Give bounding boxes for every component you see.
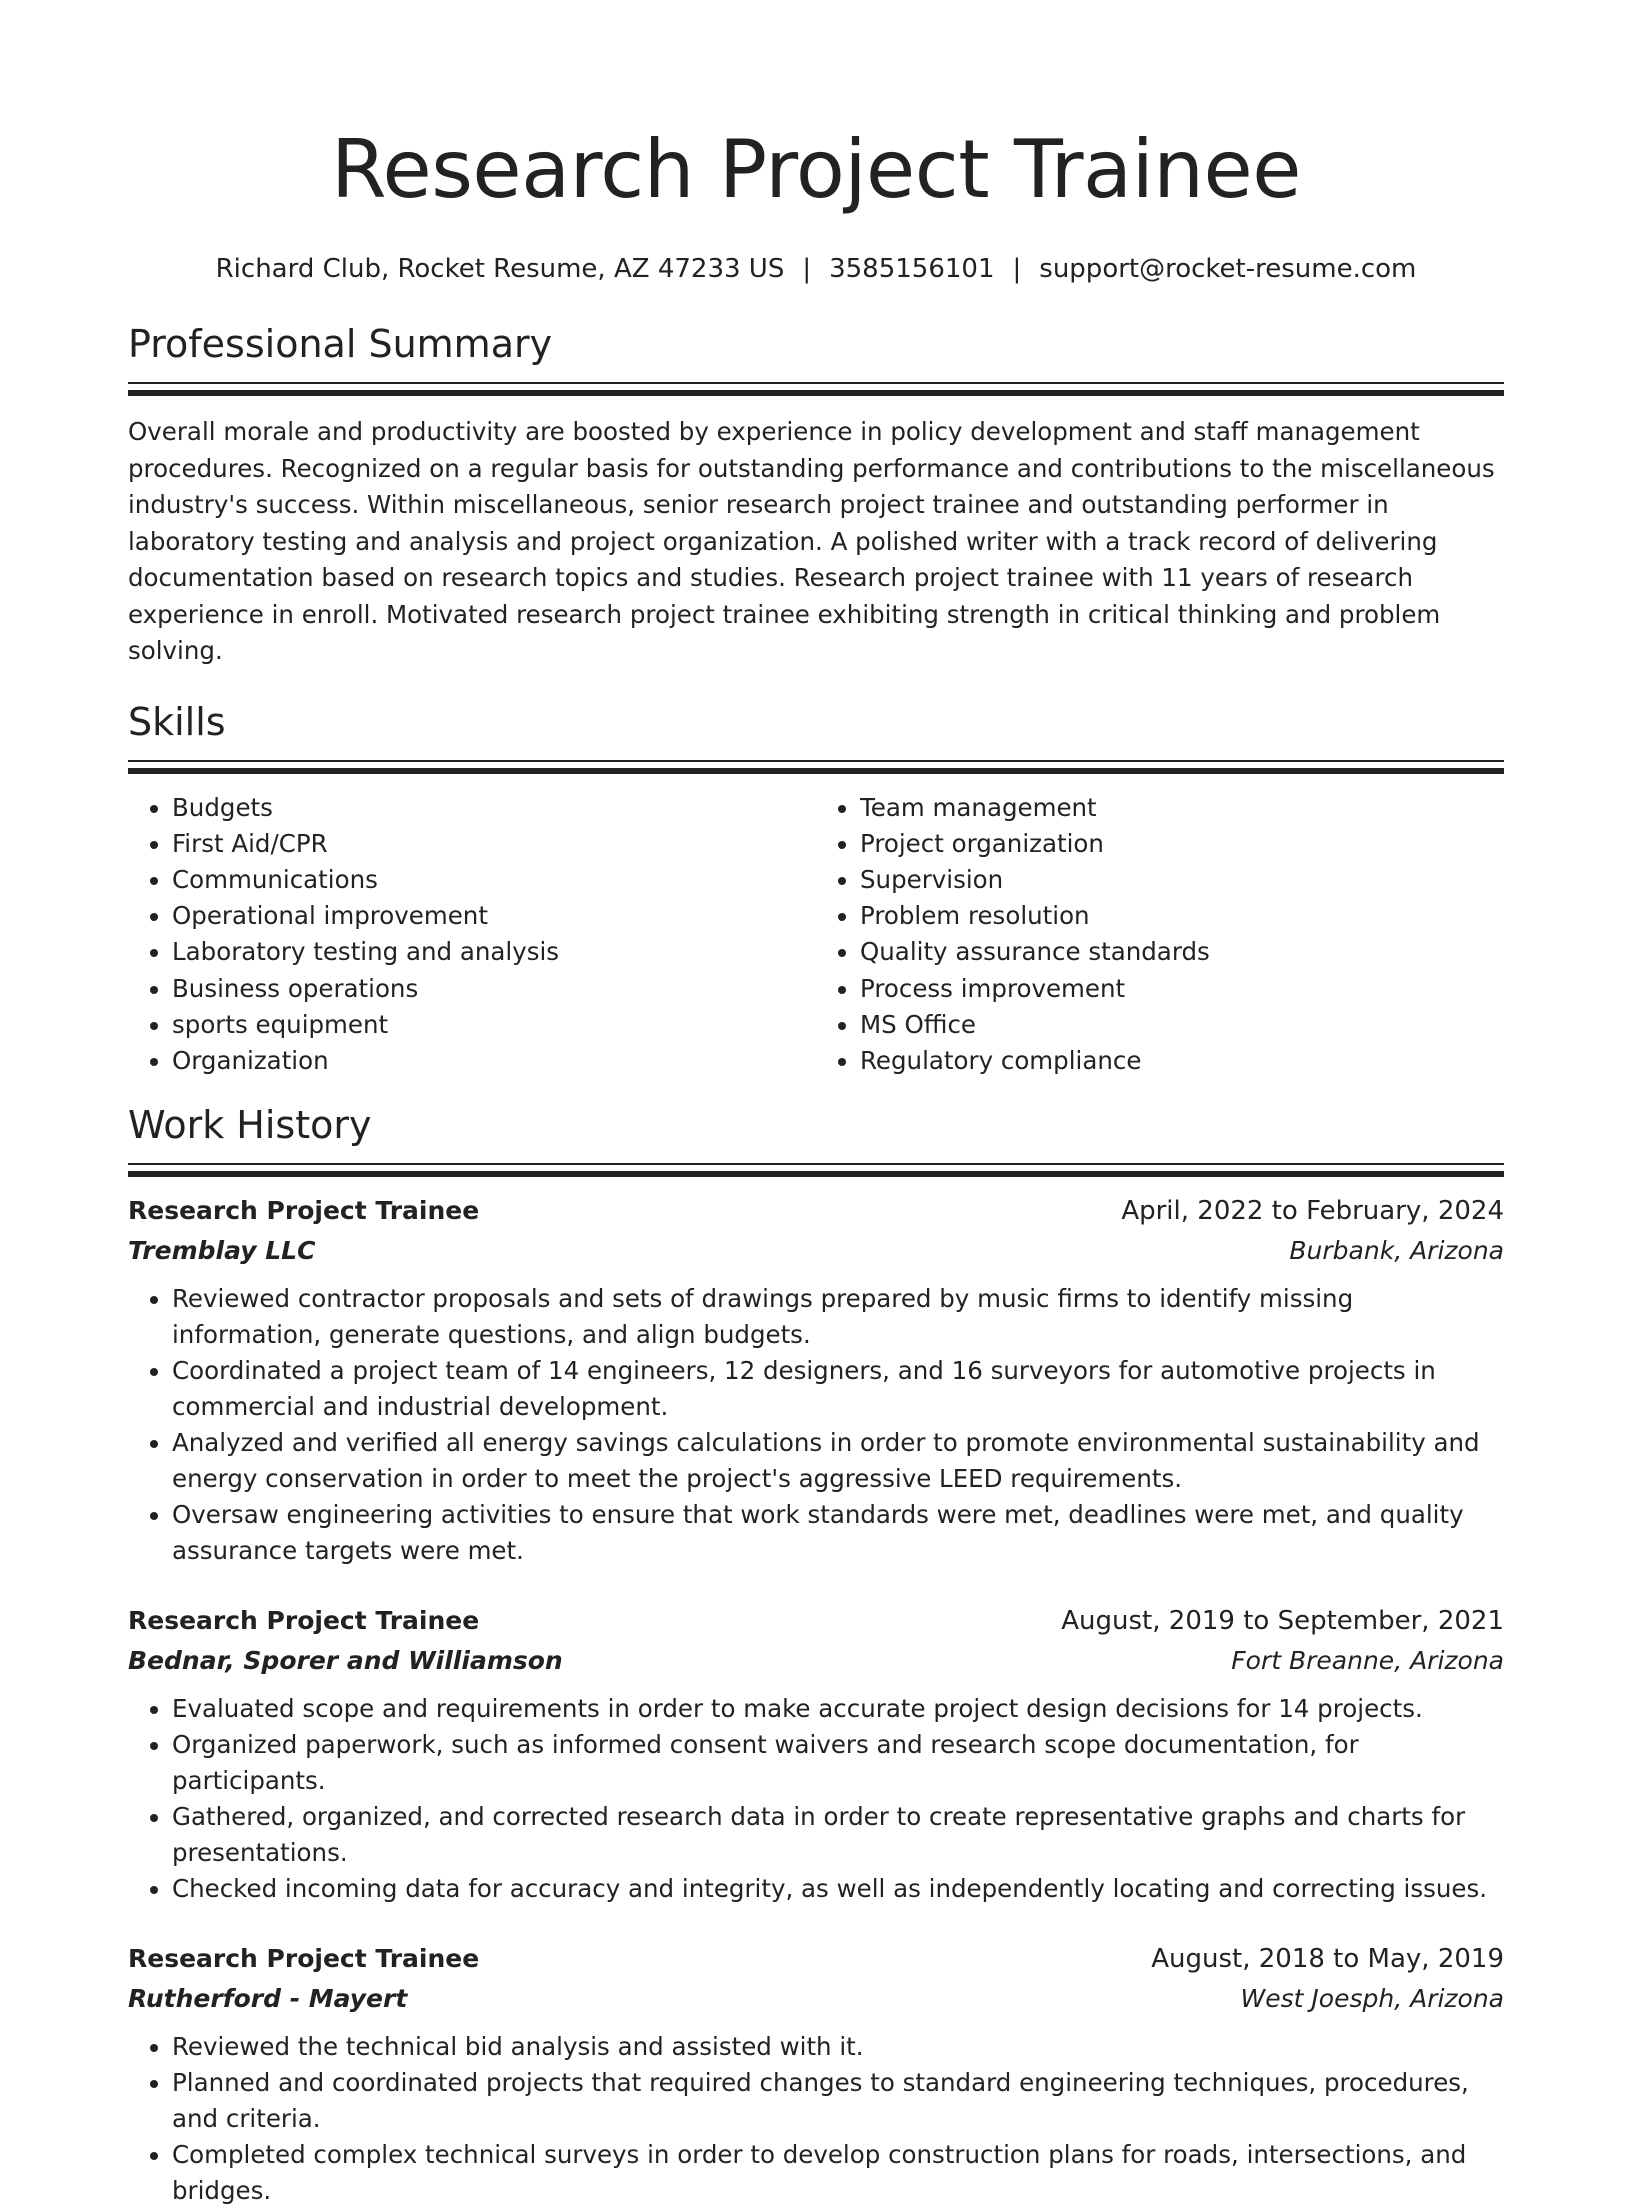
job-entry [128, 1939, 1504, 2209]
skill-item: • MS Office [860, 1007, 1504, 1043]
job-subheader [128, 1231, 1504, 1271]
summary-text: Overall morale and productivity are boosted by experience in policy development and staff management procedures. Recognized on a regular basis for outstanding performance and contributions to the miscellaneous industry's success. Within miscellaneous, senior research project trainee and outstanding performer in laboratory testing and analysis and project organization. A polished writer with a track record of delivering documentation based on research topics and studies. Research project trainee with 11 years of research experience in enroll. Motivated research project trainee exhibiting strength in critical thinking and problem solving. [128, 417, 1495, 665]
skill-item: • Team management [860, 790, 1504, 826]
skill-item: • Project organization [860, 826, 1504, 862]
work-history-section [128, 1101, 1504, 2209]
job-location: Fort Breanne, Arizona [1231, 1646, 1504, 1676]
contact-separator: | [802, 254, 812, 284]
company-name: Tremblay LLC [128, 1236, 316, 1266]
job-entry [128, 1191, 1504, 1569]
contact-line [128, 252, 1504, 286]
section-divider [128, 1163, 1504, 1177]
skills-columns [128, 790, 1504, 1080]
job-bullet: • Organized paperwork, such as informed consent waivers and research scope documentation, for participants. [172, 1727, 1504, 1799]
job-bullet: • Planned and coordinated projects that required changes to standard engineering techniques, procedures, and criteria. [172, 2065, 1504, 2137]
company-name: Rutherford - Mayert [128, 1984, 408, 2014]
job-entry [128, 1601, 1504, 1907]
contact-email: support@rocket-resume.com [1039, 254, 1417, 284]
job-title: Research Project Trainee [128, 1944, 480, 1974]
job-bullet: • Reviewed contractor proposals and sets of drawings prepared by music firms to identify missing information, generate questions, and align budgets. [172, 1281, 1504, 1353]
job-bullet: • Coordinated a project team of 14 engineers, 12 designers, and 16 surveyors for automotive projects in commercial and industrial development. [172, 1353, 1504, 1425]
skill-item: • Problem resolution [860, 898, 1504, 934]
section-divider [128, 760, 1504, 774]
job-header [128, 1191, 1504, 1231]
skill-item: • Process improvement [860, 971, 1504, 1007]
skill-item: • sports equipment [172, 1007, 816, 1043]
job-location: Burbank, Arizona [1289, 1236, 1504, 1266]
work-history-heading: Work History [128, 1103, 372, 1148]
job-bullet: • Evaluated scope and requirements in order to make accurate project design decisions for 14 projects. [172, 1691, 1504, 1727]
summary-heading: Professional Summary [128, 322, 553, 366]
job-dates: August, 2019 to September, 2021 [1061, 1606, 1504, 1637]
summary-section [128, 320, 1504, 670]
job-bullet: • Checked incoming data for accuracy and integrity, as well as independently locating and correcting issues. [172, 1871, 1504, 1907]
contact-address: Richard Club, Rocket Resume, AZ 47233 US [215, 254, 785, 284]
job-bullets [128, 1691, 1504, 1907]
skill-item: • Operational improvement [172, 898, 816, 934]
job-title: Research Project Trainee [128, 1606, 480, 1636]
job-dates: August, 2018 to May, 2019 [1151, 1944, 1504, 1975]
job-bullets [128, 1281, 1504, 1569]
skill-item: • Organization [172, 1043, 816, 1079]
skills-list-left [128, 790, 816, 1080]
job-header [128, 1601, 1504, 1641]
job-bullet: • Oversaw engineering activities to ensure that work standards were met, deadlines were met, and quality assurance targets were met. [172, 1497, 1504, 1569]
job-location: West Joesph, Arizona [1240, 1984, 1504, 2014]
job-subheader [128, 1979, 1504, 2019]
section-divider [128, 382, 1504, 396]
job-header [128, 1939, 1504, 1979]
skills-heading: Skills [128, 699, 226, 744]
skills-section [128, 698, 1504, 1080]
job-bullet: • Completed complex technical surveys in order to develop construction plans for roads, intersections, and bridges. [172, 2137, 1504, 2209]
skill-item: • Communications [172, 862, 816, 898]
contact-separator: | [1012, 254, 1022, 284]
skill-item: • Laboratory testing and analysis [172, 934, 816, 970]
job-bullet: • Reviewed the technical bid analysis and assisted with it. [172, 2029, 1504, 2065]
skill-item: • Budgets [172, 790, 816, 826]
skill-item: • Quality assurance standards [860, 934, 1504, 970]
job-dates: April, 2022 to February, 2024 [1121, 1196, 1504, 1227]
job-title: Research Project Trainee [128, 1196, 480, 1226]
job-bullets [128, 2029, 1504, 2209]
job-bullet: • Analyzed and verified all energy savings calculations in order to promote environmental sustainability and energy conservation in order to meet the project's aggressive LEED requirements. [172, 1425, 1504, 1497]
skill-item: • First Aid/CPR [172, 826, 816, 862]
skill-item: • Supervision [860, 862, 1504, 898]
skills-list-right [816, 790, 1504, 1080]
resume-title: Research Project Trainee [331, 123, 1301, 216]
contact-phone: 3585156101 [829, 254, 995, 284]
job-bullet: • Gathered, organized, and corrected research data in order to create representative graphs and charts for presentations. [172, 1799, 1504, 1871]
skill-item: • Regulatory compliance [860, 1043, 1504, 1079]
company-name: Bednar, Sporer and Williamson [128, 1646, 563, 1676]
skill-item: • Business operations [172, 971, 816, 1007]
job-subheader [128, 1641, 1504, 1681]
